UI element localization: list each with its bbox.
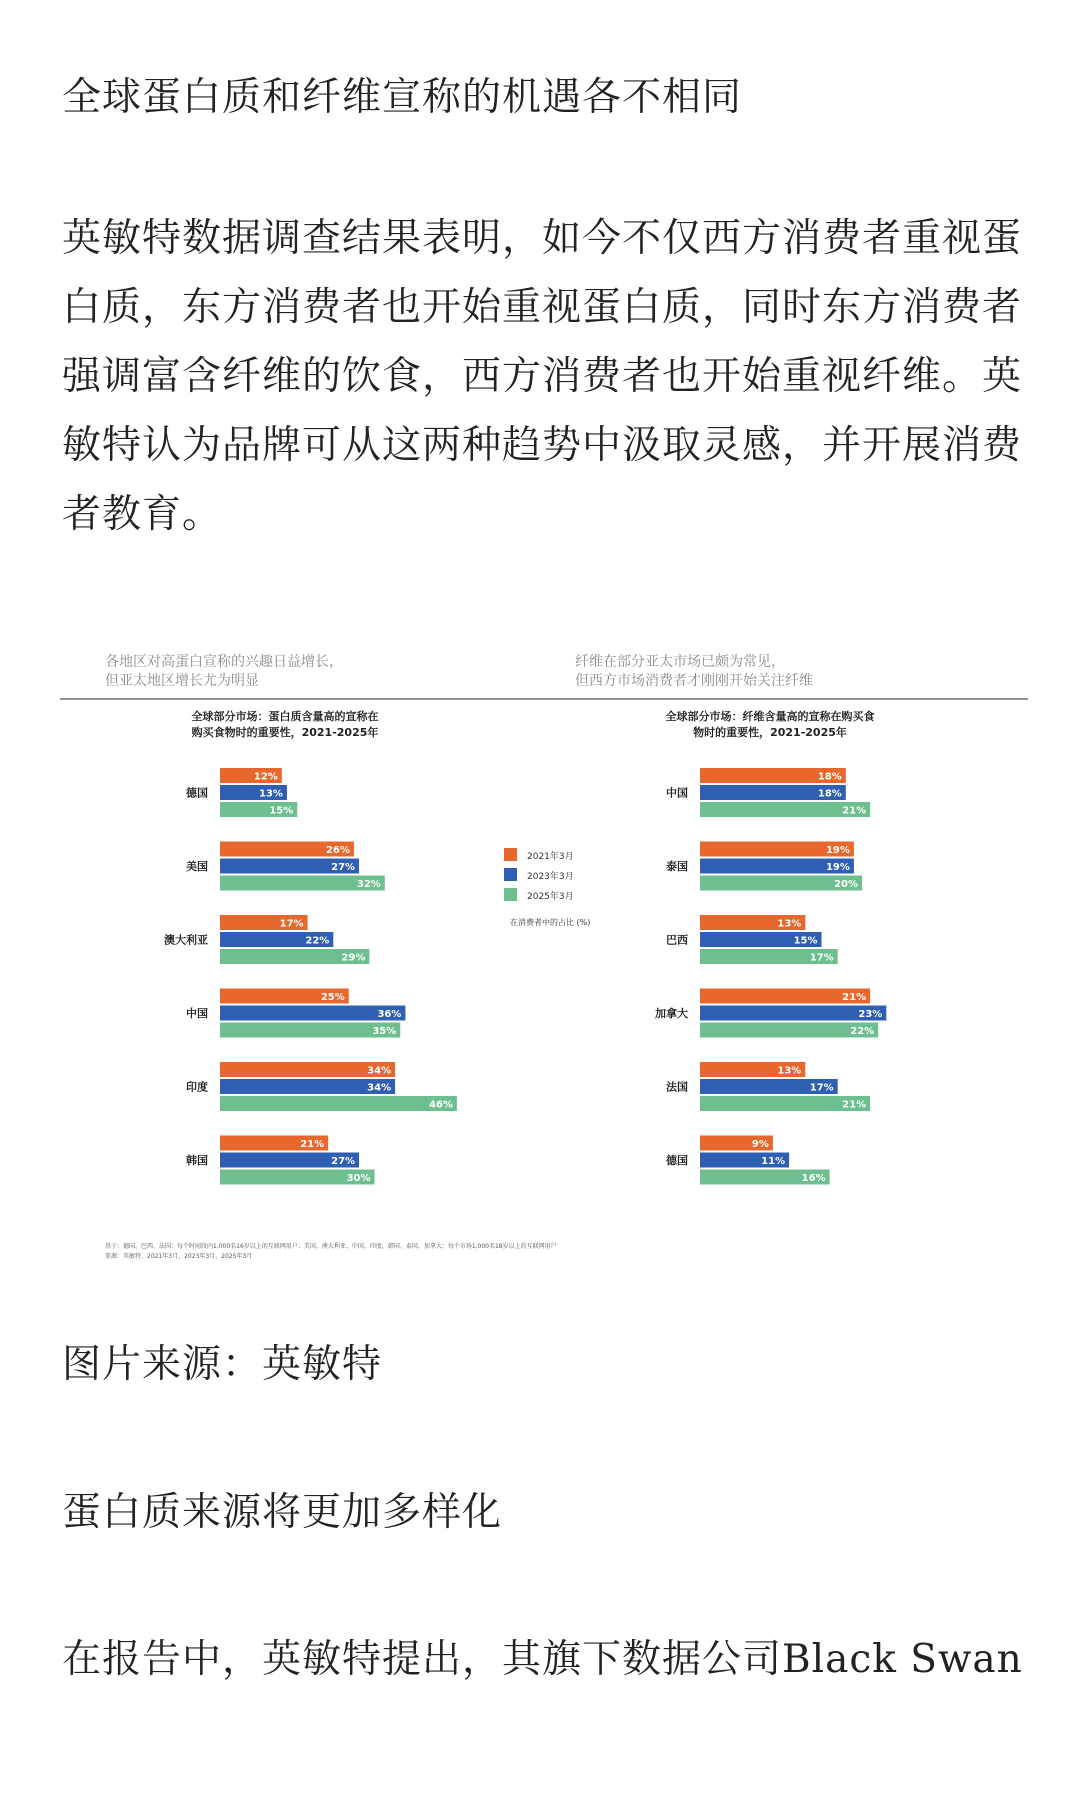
left-note-line1: 各地区对高蛋白宣称的兴趣日益增长， bbox=[105, 654, 343, 670]
protein-bar-chart bbox=[164, 768, 457, 1185]
protein-data-label: 22% bbox=[305, 935, 330, 947]
protein-data-label: 27% bbox=[331, 1156, 356, 1167]
fiber-data-label: 19% bbox=[825, 862, 850, 873]
protein-category-label: 印度 bbox=[186, 1080, 208, 1094]
protein-data-label: 15% bbox=[269, 805, 294, 817]
protein-bar bbox=[220, 1096, 457, 1111]
legend-swatch-2021 bbox=[504, 848, 517, 861]
protein-category-label: 德国 bbox=[186, 786, 208, 800]
fiber-category-label: 加拿大 bbox=[655, 1007, 688, 1020]
left-note-line2: 但亚太地区增长尤为明显 bbox=[105, 673, 259, 689]
protein-data-label: 35% bbox=[372, 1026, 397, 1037]
fiber-data-label: 17% bbox=[809, 952, 834, 964]
fiber-data-label: 13% bbox=[777, 918, 802, 930]
fiber-category-label: 泰国 bbox=[666, 860, 688, 873]
fiber-data-label: 16% bbox=[801, 1173, 826, 1184]
protein-data-label: 26% bbox=[325, 845, 350, 856]
article-subheading: 蛋白质来源将更加多样化 bbox=[62, 1490, 503, 1535]
protein-data-label: 13% bbox=[259, 788, 283, 800]
protein-data-label: 34% bbox=[367, 1065, 392, 1077]
legend-label-2025: 2025年3月 bbox=[527, 892, 574, 902]
fiber-data-label: 11% bbox=[761, 1156, 786, 1167]
article-intro-paragraph: 英敏特数据调查结果表明，如今不仅西方消费者重视蛋白质，东方消费者也开始重视蛋白质，同时东方消费者强调富含纤维的饮食，西方消费者也开始重视纤维。英敏特认为品牌可从这两种趋势中汲取灵感，并开展消费者教育。 bbox=[62, 216, 1023, 537]
protein-data-label: 29% bbox=[341, 952, 366, 964]
fiber-data-label: 15% bbox=[793, 935, 818, 947]
fiber-data-label: 21% bbox=[842, 992, 867, 1003]
protein-data-label: 34% bbox=[367, 1082, 392, 1094]
fiber-data-label: 18% bbox=[817, 788, 842, 800]
fiber-data-label: 19% bbox=[825, 845, 850, 856]
protein-data-label: 32% bbox=[356, 879, 381, 890]
fiber-data-label: 13% bbox=[777, 1065, 802, 1077]
protein-category-label: 中国 bbox=[186, 1007, 208, 1020]
chart1-title-line2: 购买食物时的重要性，2021-2025年 bbox=[191, 726, 379, 739]
protein-data-label: 27% bbox=[331, 862, 356, 873]
fiber-data-label: 17% bbox=[809, 1082, 834, 1094]
legend-swatch-2023 bbox=[504, 868, 517, 881]
protein-category-label: 澳大利亚 bbox=[164, 933, 208, 947]
protein-data-label: 46% bbox=[428, 1099, 453, 1111]
fiber-category-label: 法国 bbox=[666, 1080, 688, 1094]
protein-category-label: 韩国 bbox=[186, 1154, 208, 1167]
chart-figure bbox=[60, 640, 1030, 1280]
legend-swatch-2025 bbox=[504, 888, 517, 901]
fiber-category-label: 中国 bbox=[666, 786, 688, 800]
protein-data-label: 25% bbox=[320, 992, 345, 1003]
fiber-data-label: 22% bbox=[850, 1026, 875, 1037]
legend-label-2021: 2021年3月 bbox=[527, 852, 574, 862]
protein-data-label: 21% bbox=[300, 1139, 325, 1150]
footnote-line2: 来源：英敏特，2021年3月，2023年3月，2025年3月 bbox=[105, 1253, 253, 1260]
legend-label-2023: 2023年3月 bbox=[527, 872, 574, 882]
fiber-category-label: 巴西 bbox=[666, 933, 688, 947]
fiber-data-label: 20% bbox=[834, 879, 858, 890]
article-heading: 全球蛋白质和纤维宣称的机遇各不相同 bbox=[62, 75, 743, 120]
fiber-data-label: 23% bbox=[858, 1009, 883, 1020]
article-tail-text: 在报告中，英敏特提出，其旗下数据公司Black Swan bbox=[62, 1637, 1023, 1682]
right-note-line1: 纤维在部分亚太市场已颇为常见， bbox=[575, 654, 785, 670]
protein-category-label: 美国 bbox=[186, 860, 208, 873]
fiber-data-label: 9% bbox=[751, 1139, 769, 1150]
fiber-data-label: 18% bbox=[817, 771, 842, 783]
chart-figure-svg bbox=[60, 640, 1030, 1280]
chart2-title-line1: 全球部分市场：纤维含量高的宣称在购买食 bbox=[665, 710, 875, 723]
protein-data-label: 30% bbox=[346, 1173, 371, 1184]
footnote-line1: 基于：德国、巴西、法国：每个时间段内1,000名16岁以上的互联网用户；美国、澳大利亚、中国、印度、韩国、泰国、加拿大：每个市场1,000名18岁以上的互联网用户 bbox=[105, 1243, 557, 1250]
protein-data-label: 12% bbox=[253, 771, 278, 783]
fiber-bar-chart bbox=[655, 768, 886, 1185]
protein-data-label: 17% bbox=[279, 918, 304, 930]
legend-note: 在消费者中的占比 (%) bbox=[510, 918, 591, 927]
right-note-line2: 但西方市场消费者才刚刚开始关注纤维 bbox=[575, 673, 813, 689]
protein-data-label: 36% bbox=[377, 1009, 402, 1020]
image-source-caption: 图片来源：英敏特 bbox=[62, 1342, 383, 1387]
chart2-title-line2: 物时的重要性，2021-2025年 bbox=[693, 726, 847, 739]
chart1-title-line1: 全球部分市场：蛋白质含量高的宣称在 bbox=[191, 710, 379, 723]
fiber-data-label: 21% bbox=[842, 1099, 867, 1111]
chart-legend bbox=[504, 848, 590, 927]
fiber-category-label: 德国 bbox=[666, 1154, 688, 1167]
fiber-data-label: 21% bbox=[842, 805, 867, 817]
